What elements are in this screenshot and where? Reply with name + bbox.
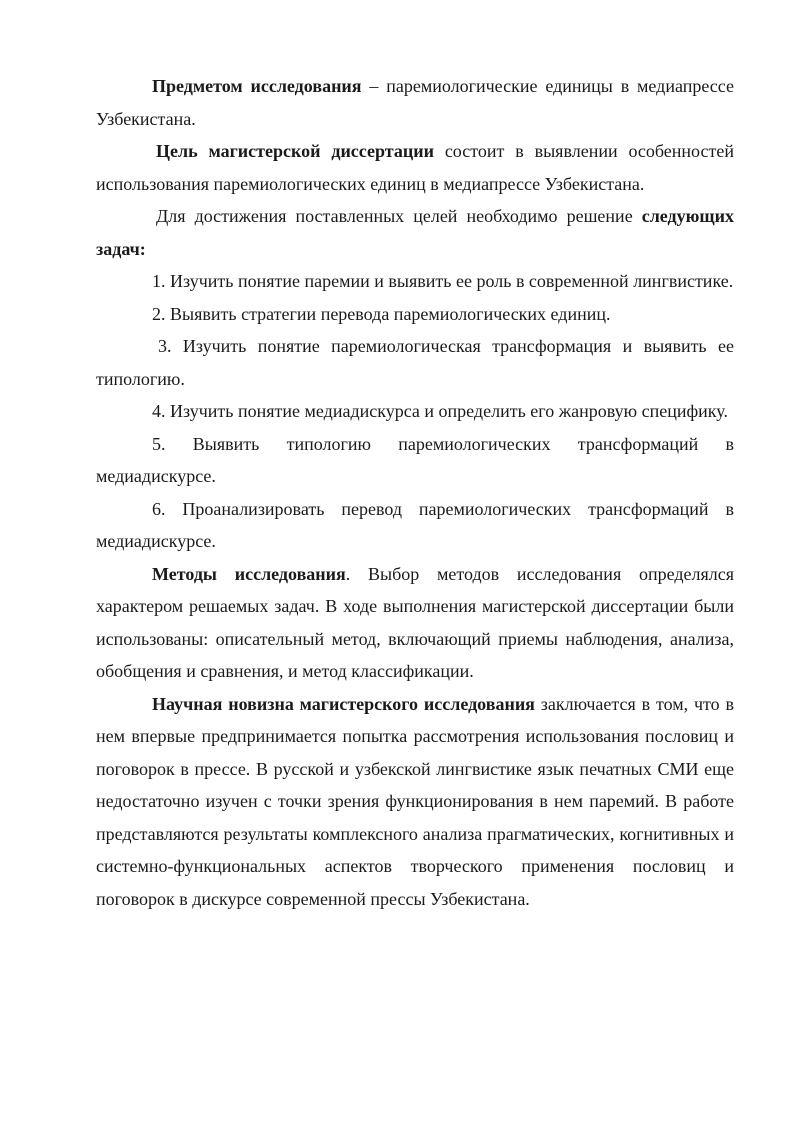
methods-heading: Методы исследования xyxy=(152,563,346,584)
paragraph-goal xyxy=(96,135,734,200)
novelty-heading: Научная новизна магистерского исследования xyxy=(152,693,535,714)
task-item-2: 2. Выявить стратегии перевода паремиологических единиц. xyxy=(152,303,611,324)
methods-text: . Выбор методов исследования определялся характером решаемых задач. В ходе выполнения магистерской диссертации были использованы: описательный метод, включающий приемы наблюдения, анализа, обобщения и сравнения, и метод классификации. xyxy=(96,563,735,681)
goal-text: состоит в выявлении особенностей использования паремиологических единиц в медиапрессе Узбекистана. xyxy=(96,141,734,194)
task-item-5: 5. Выявить типологию паремиологических трансформаций в медиадискурсе. xyxy=(96,433,734,486)
tasks-heading: следующих задач: xyxy=(96,206,734,259)
task-item-4: 4. Изучить понятие медиадискурса и определить его жанровую специфику. xyxy=(152,401,728,421)
subject-text: – паремиологические единицы в медиапрессе Узбекистана. xyxy=(96,76,734,129)
task-item-1: 1. Изучить понятие паремии и выявить ее роль в современной лингвистике. xyxy=(152,271,734,291)
novelty-text: заключается в том, что в нем впервые предпринимается попытка рассмотрения использования пословиц и поговорок в прессе. В русской и узбекской лингвистике язык печатных СМИ еще недостаточно изучен с точки зрения функционирования в нем паремий. В работе представляются результаты комплексного анализа прагматических, когнитивных и системно-функциональных аспектов творческого применения пословиц и поговорок в дискурсе современной прессы Узбекистана. xyxy=(96,693,734,909)
subject-heading: Предметом исследования xyxy=(152,76,362,96)
paragraph-subject xyxy=(96,70,734,135)
task-item-6: 6. Проанализировать перевод паремиологических трансформаций в медиадискурсе. xyxy=(96,498,734,551)
paragraph-tasks-intro xyxy=(96,200,734,265)
goal-heading: Цель магистерской диссертации xyxy=(156,141,434,161)
tasks-intro-text: Для достижения поставленных целей необходимо решение xyxy=(156,206,642,226)
document-page xyxy=(96,70,734,915)
task-item-3: 3. Изучить понятие паремиологическая трансформация и выявить ее типологию. xyxy=(96,336,734,389)
paragraph-methods xyxy=(96,558,734,688)
paragraph-novelty xyxy=(96,688,734,916)
